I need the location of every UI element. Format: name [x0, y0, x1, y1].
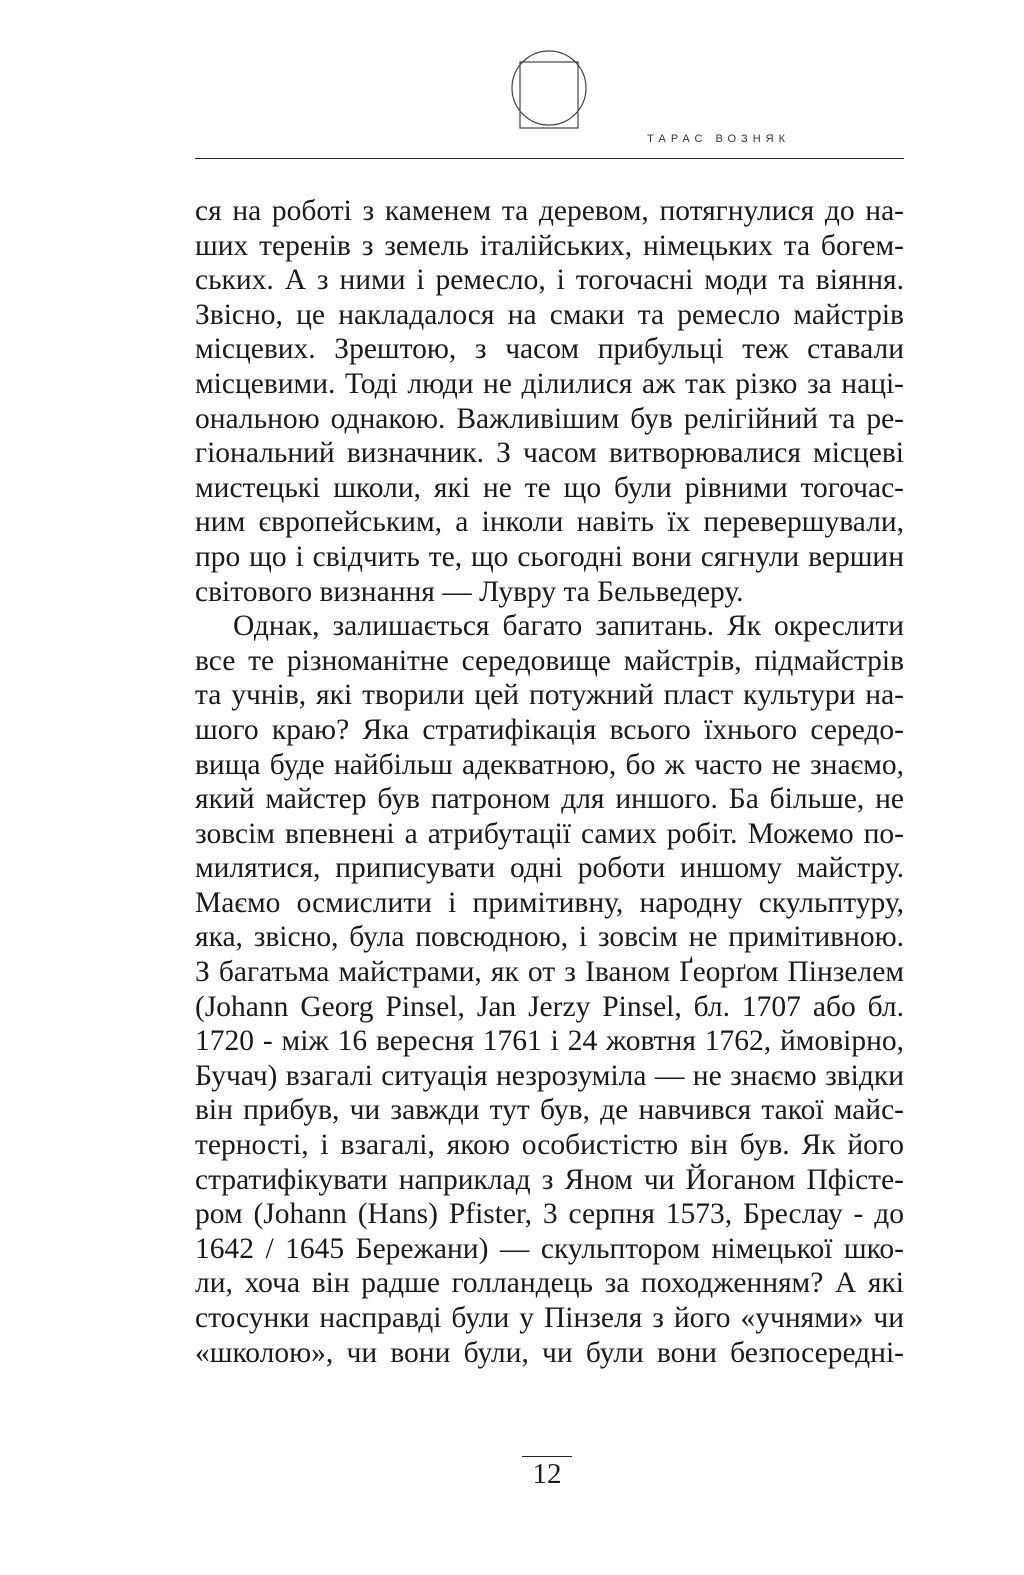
text-line: про що і свідчить те, що сьогодні вони сягнули вершин	[195, 540, 904, 573]
text-line: З багатьма майстрами, як от з Іваном Ґеорґом Пінзелем	[195, 956, 904, 989]
text-line: стратифікувати наприклад з Яном чи Йоганом Пфісте-	[195, 1163, 904, 1196]
text-line: 1720 - між 16 вересня 1761 і 24 жовтня 1762, ймовірно,	[195, 1025, 904, 1058]
text-line: шого краю? Яка стратифікація всього їхнього середо-	[195, 713, 904, 746]
text-line: «школою», чи вони були, чи були вони безпосередні-	[195, 1336, 904, 1369]
text-line: ших теренів з земель італійських, німецьких та богем-	[195, 229, 904, 262]
text-line: який майстер був патроном для иншого. Ба більше, не	[195, 783, 904, 816]
text-line: все те різноманітне середовище майстрів, підмайстрів	[195, 644, 904, 677]
text-line: місцевих. Зрештою, з часом прибульці теж ставали	[195, 333, 904, 366]
paragraph-2	[195, 609, 904, 1370]
text-line: ся на роботі з каменем та деревом, потягнулися до на-	[195, 195, 904, 227]
text-line: (Johann Georg Pinsel, Jan Jerzy Pinsel, бл. 1707 або бл.	[195, 990, 904, 1023]
text-line: Маємо осмислити і примітивну, народну скульптуру,	[195, 886, 904, 919]
text-line: він прибув, чи завжди тут був, де навчився такої майс-	[195, 1094, 904, 1127]
text-line: та учнів, які творили цей потужний пласт культури на-	[195, 679, 904, 712]
body-text	[195, 194, 904, 1370]
text-line: терності, і взагалі, якою особистістю він був. Як його	[195, 1129, 904, 1162]
text-line: яка, звісно, була повсюдною, і зовсім не примітивною.	[195, 921, 904, 954]
text-line: 1642 / 1645 Бережани) — скульптором німецької шко-	[195, 1232, 904, 1265]
text-line: ських. А з ними і ремесло, і тогочасні моди та віяння.	[195, 264, 904, 297]
text-line: ним європейським, а інколи навіть їх перевершували,	[195, 506, 904, 539]
text-line: місцевими. Тоді люди не ділилися аж так різко за наці-	[195, 367, 904, 400]
text-line: ональною однакою. Важливішим був релігійний та ре-	[195, 402, 904, 435]
text-line: мистецькі школи, які не те що були рівними тогочас-	[195, 471, 904, 504]
text-line: ром (Johann (Hans) Pfister, 3 серпня 1573, Бреслау - до	[195, 1198, 904, 1231]
text-line: Однак, залишається багато запитань. Як окреслити	[233, 610, 904, 643]
running-head-author: ТАРАС ВОЗНЯК	[647, 133, 790, 145]
paragraph-1	[195, 194, 904, 609]
header-rule	[195, 158, 904, 159]
text-line: гіональний визначник. З часом витворювалися місцеві	[195, 437, 904, 470]
text-line: Звісно, це накладалося на смаки та ремесло майстрів	[195, 298, 904, 331]
text-line: світового визнання — Лувру та Бельведеру.	[195, 575, 744, 608]
page-number: 12	[532, 1458, 562, 1490]
text-line: стосунки насправді були у Пінзеля з його «учнями» чи	[195, 1302, 904, 1334]
text-line: милятися, приписувати одні роботи иншому майстру.	[195, 852, 904, 885]
circle-square-logo-icon	[510, 46, 588, 130]
text-line: зовсім впевнені а атрибутації самих робіт. Можемо по-	[195, 817, 904, 850]
text-line: вища буде найбільш адекватною, бо ж часто не знаємо,	[195, 748, 904, 781]
text-line: Бучач) взагалі ситуація незрозуміла — не знаємо звідки	[195, 1059, 904, 1092]
text-line: ли, хоча він радше голландець за походженням? А які	[195, 1267, 904, 1300]
